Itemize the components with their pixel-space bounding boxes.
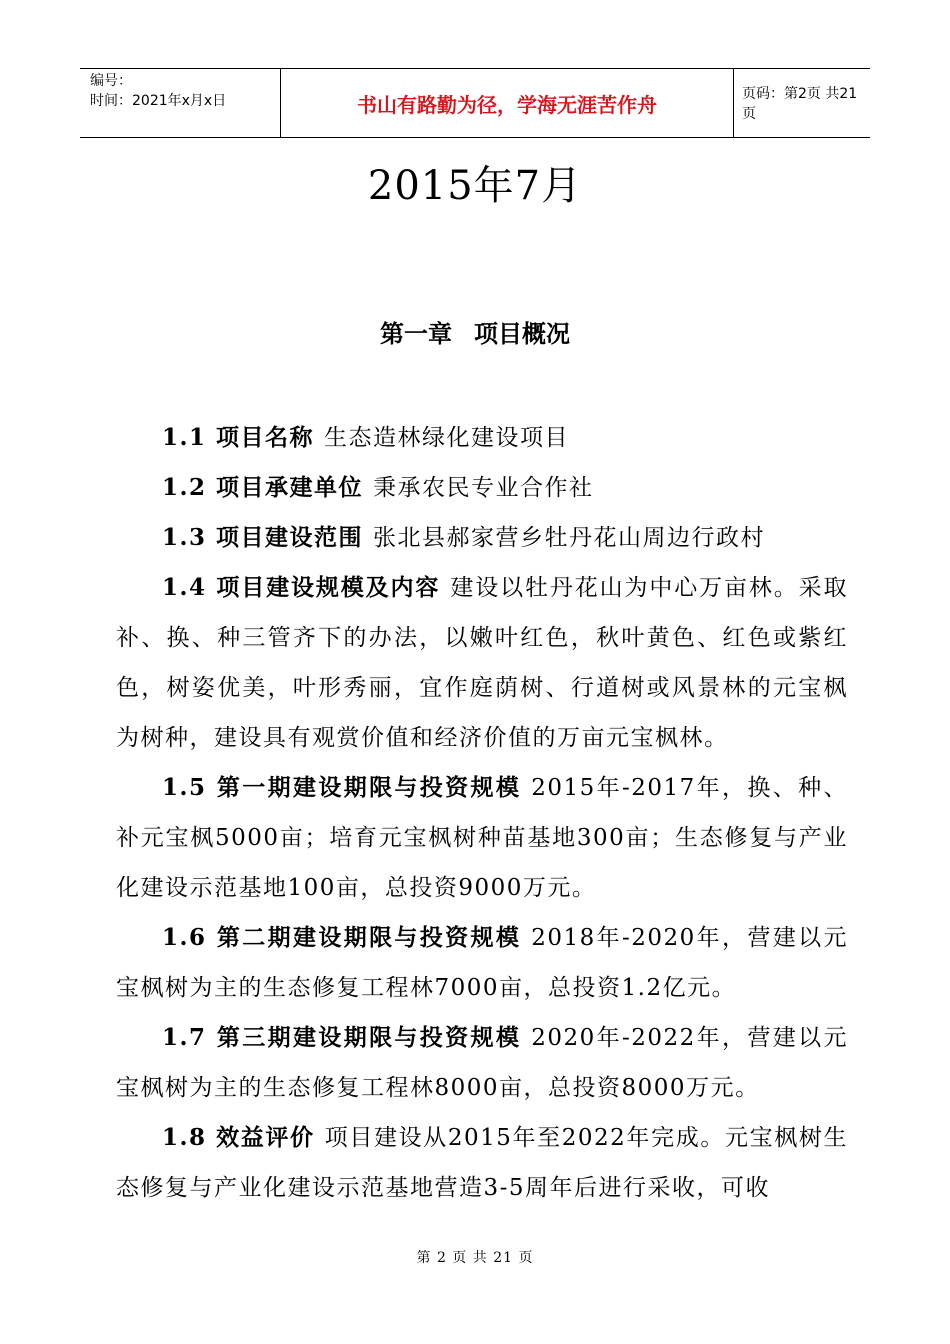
section-heading: 1.4 项目建设规模及内容: [162, 574, 441, 601]
section-paragraph: [116, 513, 848, 563]
header-page-cell: [734, 69, 870, 137]
document-body: [116, 413, 848, 1213]
section-text: 2018年-2020年，营建以元宝枫树为主的生态修复工程林7000亩，总投资1.2亿元。: [116, 925, 848, 1001]
section-heading: 1.8 效益评价: [162, 1124, 315, 1151]
section-heading: 1.5 第一期建设期限与投资规模: [162, 774, 522, 801]
section-paragraph: [116, 1013, 848, 1113]
document-date: 2015年7月: [367, 163, 583, 209]
header-motto-cell: [281, 69, 734, 137]
page-info: 页码：第2页 共21页: [742, 86, 858, 122]
section-paragraph: [116, 1113, 848, 1213]
header-table: [80, 68, 870, 138]
section-text: 秉承农民专业合作社: [373, 475, 594, 501]
section-text: 项目建设从2015年至2022年完成。元宝枫树生态修复与产业化建设示范基地营造3-5周年后进行采收，可收: [116, 1125, 848, 1201]
section-paragraph: [116, 763, 848, 913]
section-heading: 1.2 项目承建单位: [162, 474, 364, 501]
time-label: 时间：2021年x月x日: [90, 93, 227, 109]
section-text: 生态造林绿化建设项目: [324, 425, 570, 451]
section-text: 建设以牡丹花山为中心万亩林。采取补、换、种三管齐下的办法，以嫩叶红色，秋叶黄色、红色或紫红色，树姿优美，叶形秀丽，宜作庭荫树、行道树或风景林的元宝枫为树种，建设具有观赏价值和经济价值的万亩元宝枫林。: [116, 575, 848, 751]
section-heading: 1.6 第二期建设期限与投资规模: [162, 924, 522, 951]
chapter-title: [0, 316, 950, 352]
section-heading: 1.1 项目名称: [162, 424, 315, 451]
chapter-number: 第一章: [380, 320, 452, 348]
section-paragraph: [116, 463, 848, 513]
section-heading: 1.3 项目建设范围: [162, 524, 364, 551]
motto-text: 书山有路勤为径，学海无涯苦作舟: [357, 92, 657, 117]
section-text: 2020年-2022年，营建以元宝枫树为主的生态修复工程林8000亩，总投资8000万元。: [116, 1025, 848, 1101]
page-footer: 第 2 页 共 21 页: [416, 1250, 534, 1266]
section-paragraph: [116, 563, 848, 763]
section-text: 张北县郝家营乡牡丹花山周边行政村: [373, 525, 766, 551]
section-paragraph: [116, 413, 848, 463]
section-text: 2015年-2017年，换、种、补元宝枫5000亩；培育元宝枫树种苗基地300亩；生态修复与产业化建设示范基地100亩，总投资9000万元。: [116, 775, 848, 901]
section-heading: 1.7 第三期建设期限与投资规模: [162, 1024, 522, 1051]
number-label: 编号：: [90, 73, 132, 89]
header-meta-cell: [80, 69, 281, 137]
section-paragraph: [116, 913, 848, 1013]
chapter-name: 项目概况: [474, 320, 570, 348]
